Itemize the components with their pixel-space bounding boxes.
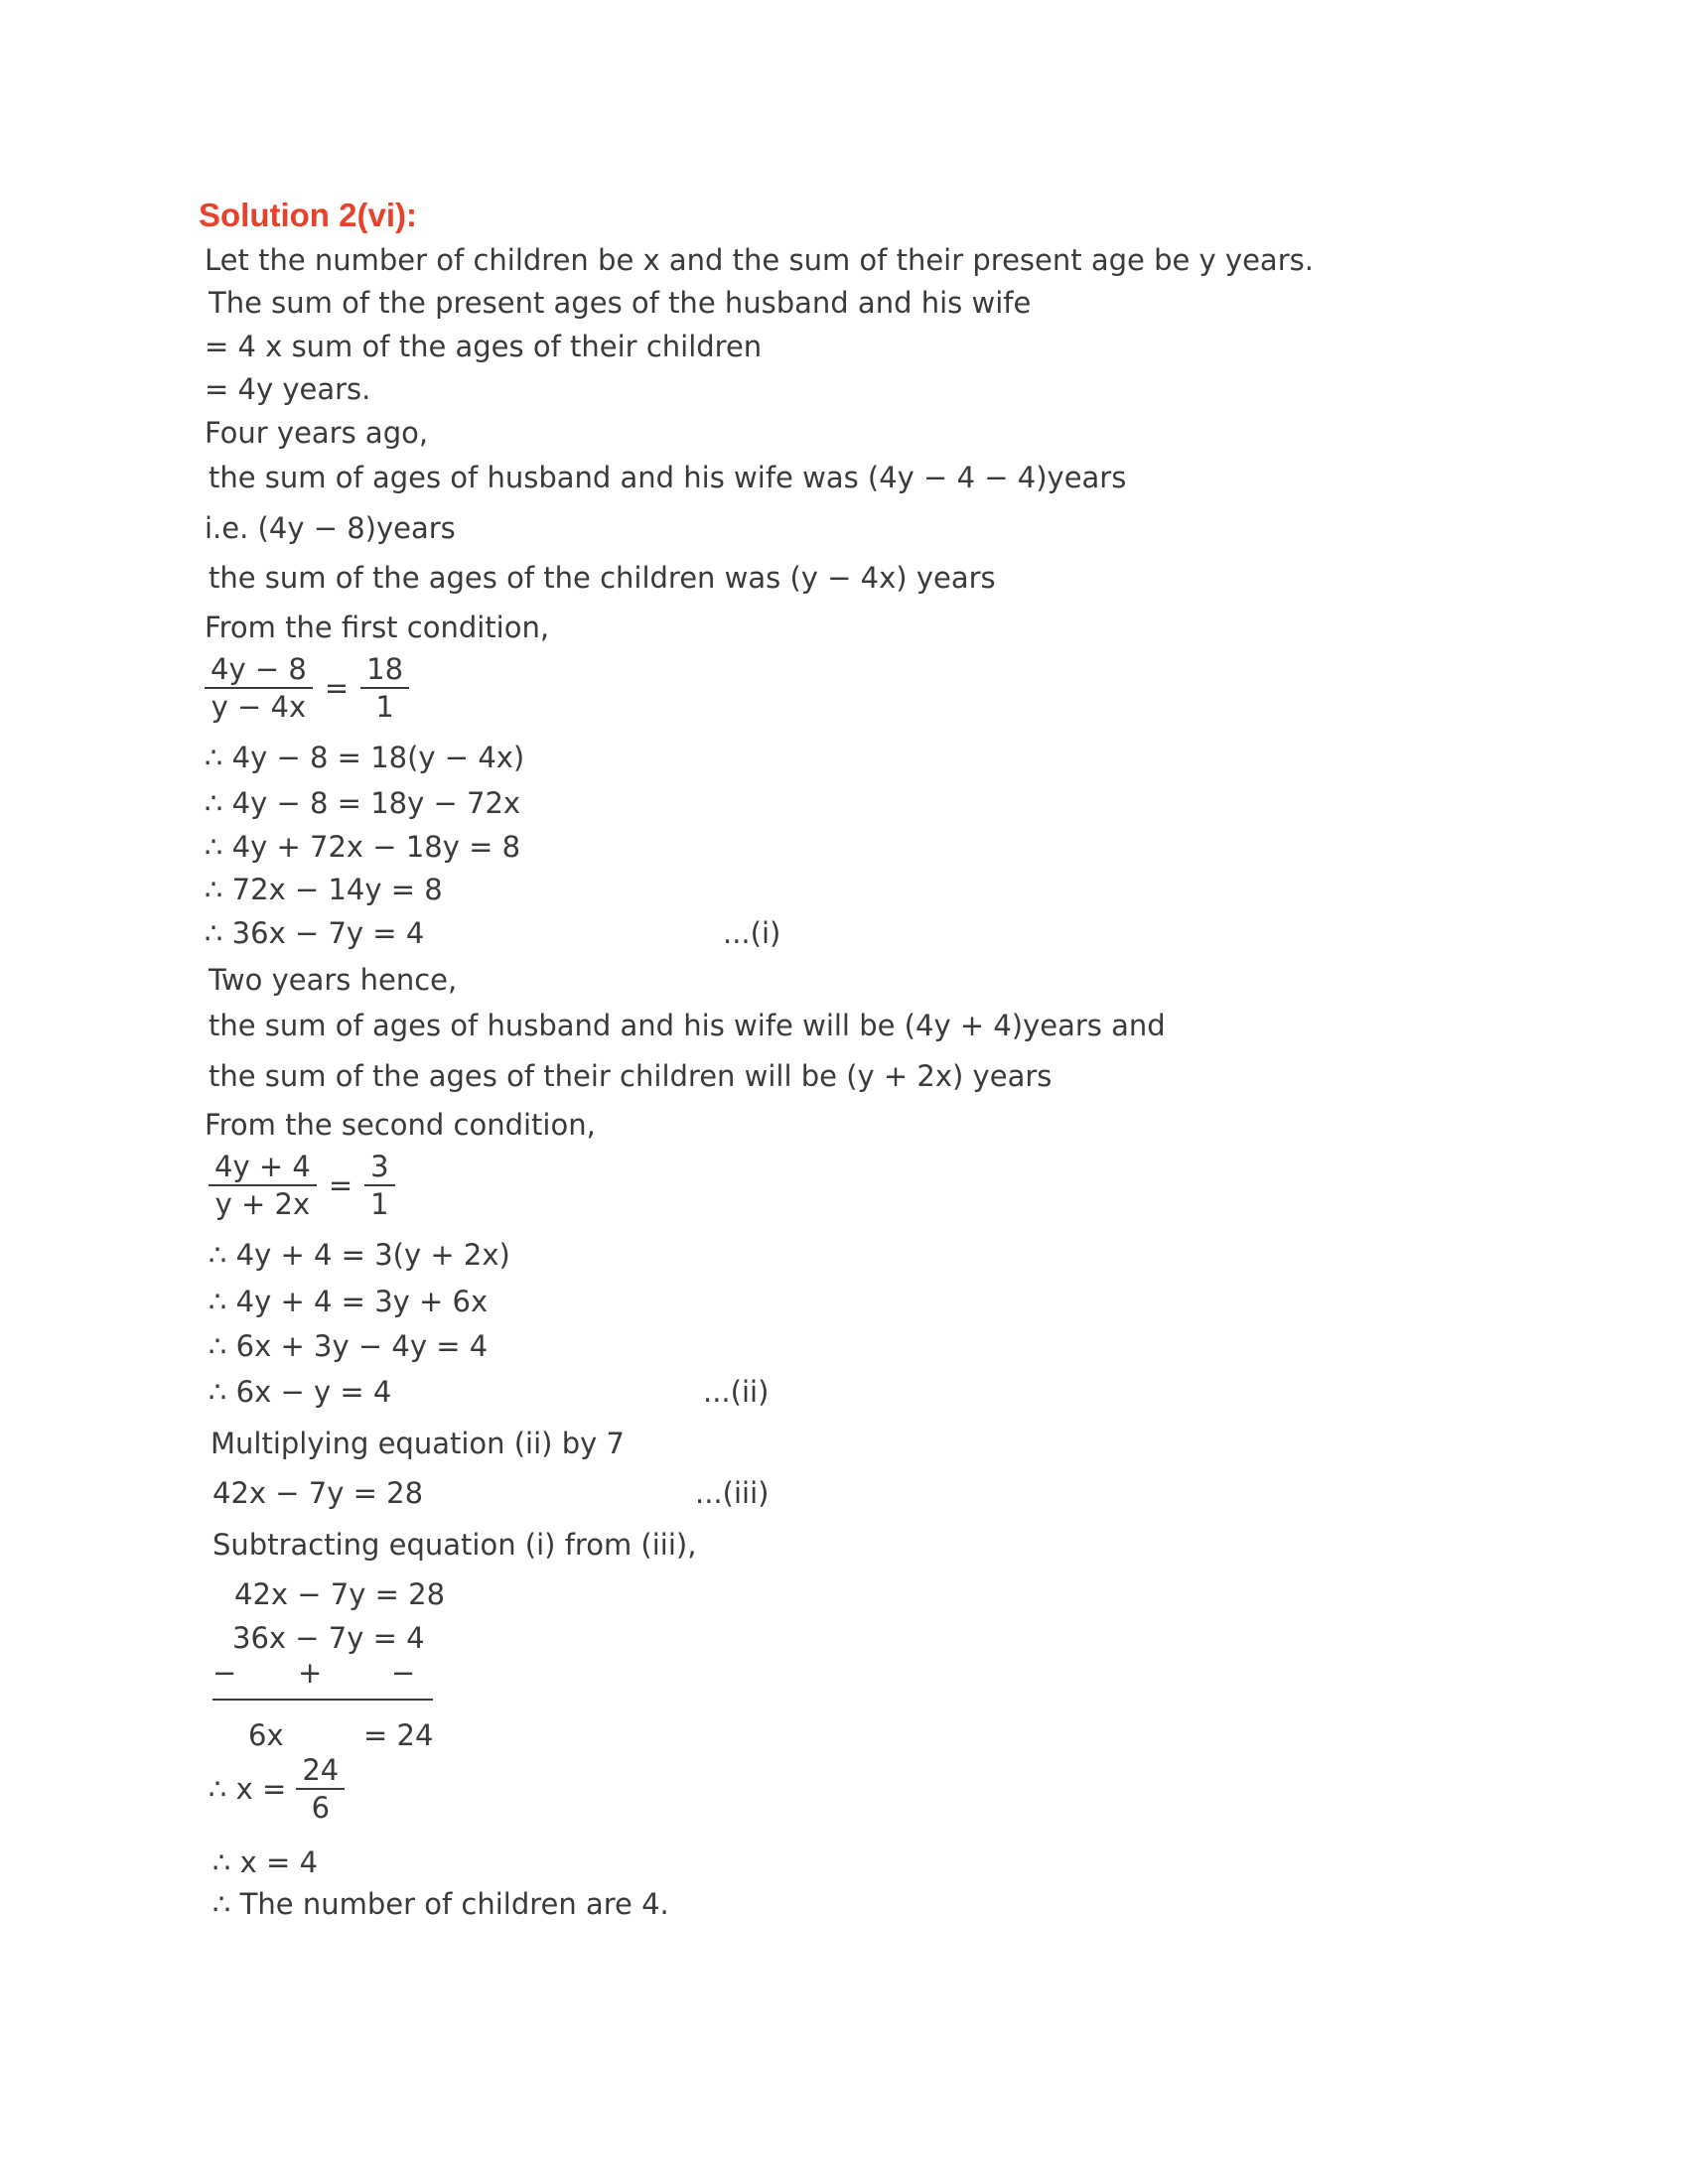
fraction	[364, 1149, 394, 1222]
text-line: = 4 x sum of the ages of their children	[205, 330, 763, 363]
equation-line: ∴ 4y + 4 = 3(y + 2x)	[209, 1238, 510, 1272]
equation-reference: ...(i)	[723, 916, 781, 950]
numerator: 4y + 4	[214, 1150, 311, 1183]
equation-line: ∴ 36x − 7y = 4	[205, 916, 425, 950]
denominator: 6	[311, 1791, 331, 1825]
text-line: Four years ago,	[205, 416, 429, 450]
text-line: Let the number of children be x and the sum of their present age be y years.	[205, 243, 1314, 277]
subtraction-rule	[212, 1699, 433, 1701]
equation-line: ∴ 4y + 72x − 18y = 8	[205, 830, 521, 864]
numerator: 4y − 8	[211, 652, 307, 686]
equation-fraction	[205, 651, 409, 725]
equation-line: ∴ 4y + 4 = 3y + 6x	[209, 1285, 489, 1318]
numerator: 3	[370, 1150, 389, 1183]
fraction	[209, 1149, 317, 1222]
text-line: i.e. (4y − 8)years	[205, 511, 456, 545]
text-line: Subtracting equation (i) from (iii),	[212, 1528, 697, 1562]
denominator: 1	[370, 1187, 389, 1221]
denominator: y + 2x	[214, 1187, 311, 1221]
equation-line: 36x − 7y = 4	[232, 1621, 425, 1655]
equation-line: ∴ 6x − y = 4	[209, 1375, 392, 1409]
fraction-prefix: ∴ x =	[209, 1772, 287, 1806]
equation-reference: ...(iii)	[695, 1476, 770, 1510]
equation-line: 42x − 7y = 28	[234, 1577, 446, 1611]
numerator: 18	[366, 652, 404, 686]
equation-line: 42x − 7y = 28	[212, 1476, 424, 1510]
fraction	[360, 651, 409, 725]
denominator: y − 4x	[211, 690, 307, 724]
subtraction-sign: −	[212, 1656, 237, 1690]
result-term: = 24	[363, 1718, 434, 1752]
equals-sign: =	[328, 1168, 353, 1202]
result-term: 6x	[248, 1718, 284, 1752]
fraction	[205, 651, 313, 725]
text-line: the sum of the ages of their children will be (y + 2x) years	[209, 1059, 1053, 1093]
equation-line: ∴ 72x − 14y = 8	[205, 873, 443, 906]
equation-reference: ...(ii)	[703, 1375, 770, 1409]
fraction	[296, 1752, 345, 1826]
subtraction-sign: +	[298, 1656, 323, 1690]
text-line: Multiplying equation (ii) by 7	[211, 1427, 625, 1460]
equation-line: ∴ 4y − 8 = 18y − 72x	[205, 786, 521, 820]
equation-fraction	[209, 1149, 395, 1222]
numerator: 24	[302, 1753, 340, 1787]
text-line: Two years hence,	[209, 963, 458, 997]
equals-sign: =	[324, 671, 350, 705]
text-line: the sum of the ages of the children was (y − 4x) years	[209, 561, 996, 595]
solution-heading: Solution 2(vi):	[199, 197, 417, 233]
text-line: From the second condition,	[205, 1108, 596, 1142]
text-line: the sum of ages of husband and his wife will be (4y + 4)years and	[209, 1009, 1166, 1042]
equation-line: ∴ 6x + 3y − 4y = 4	[209, 1329, 489, 1363]
equation-fraction	[209, 1752, 345, 1826]
text-line: = 4y years.	[205, 372, 371, 406]
text-line: From the first condition,	[205, 611, 550, 644]
text-line: The sum of the present ages of the husband and his wife	[209, 286, 1032, 320]
subtraction-sign: −	[391, 1656, 416, 1690]
conclusion-line: ∴ The number of children are 4.	[212, 1887, 669, 1921]
equation-line: ∴ 4y − 8 = 18(y − 4x)	[205, 741, 525, 774]
text-line: the sum of ages of husband and his wife was (4y − 4 − 4)years	[209, 461, 1127, 494]
denominator: 1	[375, 690, 394, 724]
equation-line: ∴ x = 4	[212, 1845, 319, 1879]
